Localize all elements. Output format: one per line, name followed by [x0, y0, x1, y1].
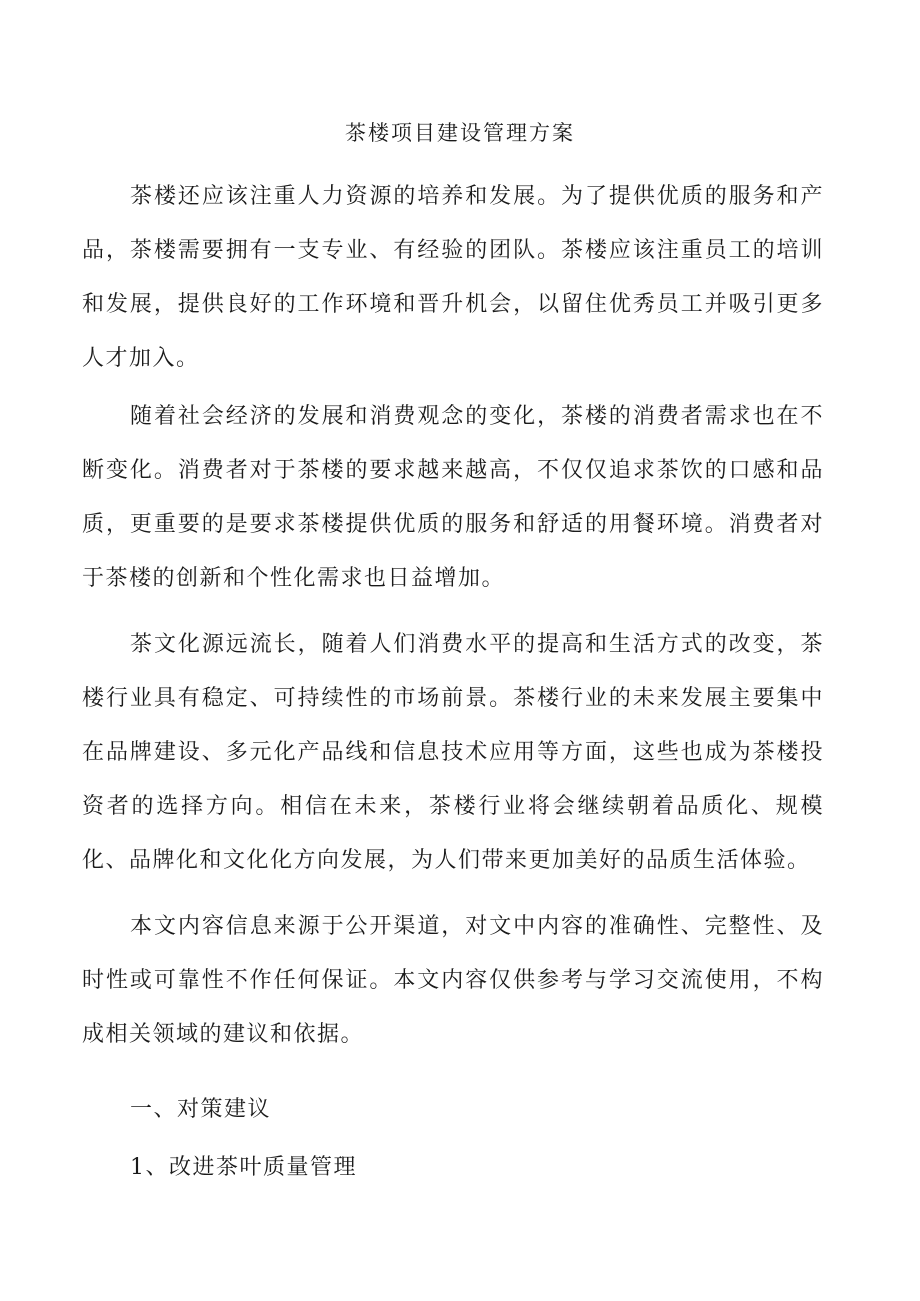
paragraph-market-outlook: 茶文化源远流长，随着人们消费水平的提高和生活方式的改变，茶楼行业具有稳定、可持续性的市场前景。茶楼行业的未来发展主要集中在品牌建设、多元化产品线和信息技术应用等方面，这些也成为茶楼投资者的选择方向。相信在未来，茶楼行业将会继续朝着品质化、规模化、品牌化和文化化方向发展，为人们带来更加美好的品质生活体验。 [82, 632, 824, 873]
paragraph-consumer-demand: 随着社会经济的发展和消费观念的变化，茶楼的消费者需求也在不断变化。消费者对于茶楼的要求越来越高，不仅仅追求茶饮的口感和品质，更重要的是要求茶楼提供优质的服务和舒适的用餐环境。消费者对于茶楼的创新和个性化需求也日益增加。 [82, 404, 824, 591]
subsection-heading: 1、改进茶叶质量管理 [130, 1155, 357, 1180]
section-heading: 一、对策建议 [130, 1097, 272, 1122]
document-title: 茶楼项目建设管理方案 [345, 121, 575, 145]
paragraph-human-resources: 茶楼还应该注重人力资源的培养和发展。为了提供优质的服务和产品，茶楼需要拥有一支专业、有经验的团队。茶楼应该注重员工的培训和发展，提供良好的工作环境和晋升机会，以留住优秀员工并吸引更多人才加入。 [82, 184, 824, 371]
paragraph-disclaimer: 本文内容信息来源于公开渠道，对文中内容的准确性、完整性、及时性或可靠性不作任何保证。本文内容仅供参考与学习交流使用，不构成相关领域的建议和依据。 [82, 914, 824, 1047]
